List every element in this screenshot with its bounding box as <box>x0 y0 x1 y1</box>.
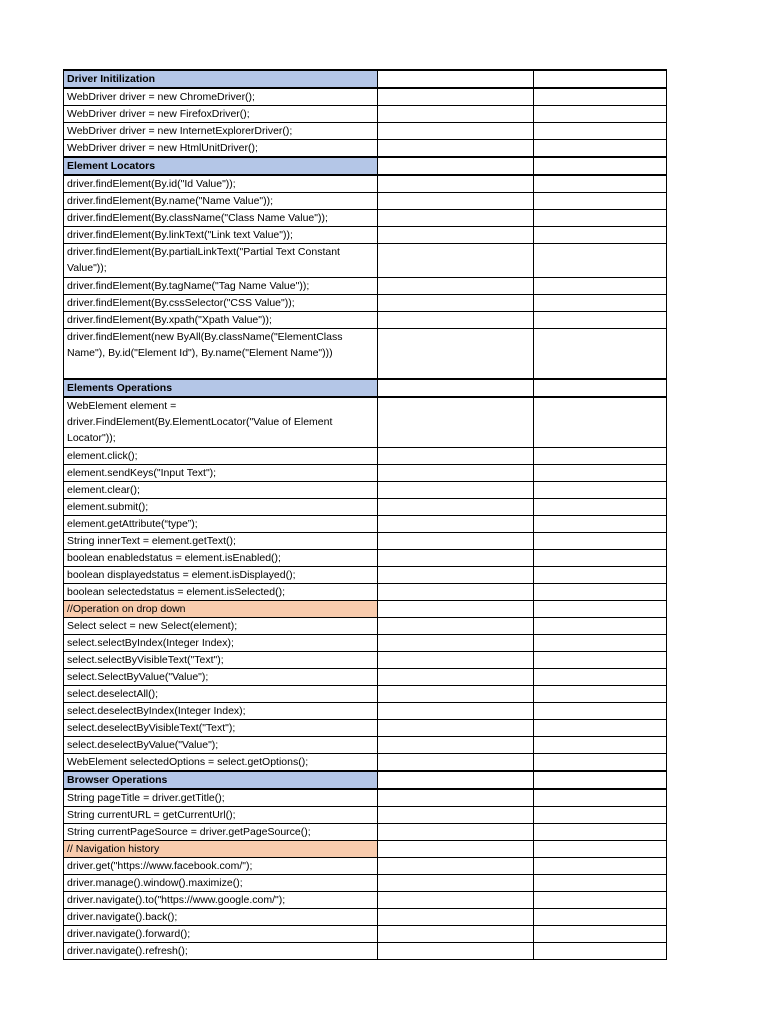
code-snippet-cell[interactable]: String innerText = element.getText(); <box>64 533 378 550</box>
empty-cell[interactable] <box>534 465 667 482</box>
table-row <box>64 824 667 841</box>
empty-cell[interactable] <box>534 858 667 875</box>
empty-cell[interactable] <box>378 533 534 550</box>
table-row <box>64 686 667 703</box>
table-row <box>64 652 667 669</box>
code-snippet-cell[interactable]: select.SelectByValue("Value"); <box>64 669 378 686</box>
empty-cell[interactable] <box>534 123 667 140</box>
table-row <box>64 278 667 295</box>
empty-cell[interactable] <box>378 686 534 703</box>
empty-cell[interactable] <box>378 567 534 584</box>
empty-cell[interactable] <box>378 329 534 380</box>
empty-cell[interactable] <box>534 875 667 892</box>
empty-cell[interactable] <box>534 720 667 737</box>
empty-cell[interactable] <box>378 550 534 567</box>
empty-cell[interactable] <box>378 499 534 516</box>
code-snippet-cell[interactable]: driver.navigate().refresh(); <box>64 943 378 960</box>
table-row <box>64 244 667 278</box>
section-header-row <box>64 771 667 789</box>
empty-cell[interactable] <box>378 737 534 754</box>
empty-cell[interactable] <box>534 499 667 516</box>
empty-cell[interactable] <box>378 516 534 533</box>
section-title-cell[interactable]: //Operation on drop down <box>64 601 378 618</box>
table-row <box>64 789 667 807</box>
empty-cell[interactable] <box>534 789 667 807</box>
empty-cell[interactable] <box>378 227 534 244</box>
code-snippet-cell[interactable]: element.getAttribute(“type”); <box>64 516 378 533</box>
code-snippet-cell[interactable]: element.click(); <box>64 448 378 465</box>
empty-cell[interactable] <box>534 210 667 227</box>
empty-cell[interactable] <box>378 875 534 892</box>
empty-cell[interactable] <box>378 397 534 448</box>
table-row <box>64 550 667 567</box>
empty-cell[interactable] <box>378 157 534 175</box>
empty-cell[interactable] <box>534 482 667 499</box>
empty-cell[interactable] <box>534 754 667 772</box>
empty-cell[interactable] <box>534 448 667 465</box>
empty-cell[interactable] <box>378 295 534 312</box>
code-snippet-cell[interactable]: driver.findElement(By.partialLinkText("Partial Text Constant Value")); <box>64 244 378 278</box>
empty-cell[interactable] <box>534 669 667 686</box>
table-row <box>64 635 667 652</box>
section-title-cell[interactable]: Element Locators <box>64 157 378 175</box>
code-snippet-cell[interactable]: driver.findElement(new ByAll(By.className("ElementClass Name"), By.id("Element Id"), By.name("Element Name"))) <box>64 329 378 380</box>
code-snippet-cell[interactable]: Select select = new Select(element); <box>64 618 378 635</box>
table-row <box>64 499 667 516</box>
table-row <box>64 567 667 584</box>
section-header-row <box>64 379 667 397</box>
code-snippet-cell[interactable]: driver.findElement(By.id("Id Value")); <box>64 175 378 193</box>
empty-cell[interactable] <box>534 584 667 601</box>
empty-cell[interactable] <box>534 295 667 312</box>
table-row <box>64 210 667 227</box>
table-row <box>64 448 667 465</box>
empty-cell[interactable] <box>534 737 667 754</box>
empty-cell[interactable] <box>534 892 667 909</box>
empty-cell[interactable] <box>378 909 534 926</box>
empty-cell[interactable] <box>378 771 534 789</box>
empty-cell[interactable] <box>378 193 534 210</box>
table-row <box>64 720 667 737</box>
table-row <box>64 312 667 329</box>
table-row <box>64 737 667 754</box>
empty-cell[interactable] <box>378 635 534 652</box>
table-row <box>64 807 667 824</box>
code-snippet-cell[interactable]: driver.navigate().back(); <box>64 909 378 926</box>
section-title-cell[interactable]: // Navigation history <box>64 841 378 858</box>
empty-cell[interactable] <box>534 106 667 123</box>
empty-cell[interactable] <box>534 244 667 278</box>
empty-cell[interactable] <box>378 210 534 227</box>
code-snippet-cell[interactable]: select.selectByIndex(Integer Index); <box>64 635 378 652</box>
code-snippet-cell[interactable]: driver.get("https://www.facebook.com/"); <box>64 858 378 875</box>
empty-cell[interactable] <box>378 807 534 824</box>
code-snippet-cell[interactable]: driver.navigate().forward(); <box>64 926 378 943</box>
table-row <box>64 227 667 244</box>
empty-cell[interactable] <box>378 482 534 499</box>
code-snippet-cell[interactable]: select.deselectByValue("Value"); <box>64 737 378 754</box>
section-header-row <box>64 157 667 175</box>
empty-cell[interactable] <box>378 669 534 686</box>
code-snippet-cell[interactable]: select.deselectAll(); <box>64 686 378 703</box>
empty-cell[interactable] <box>378 448 534 465</box>
table-row <box>64 926 667 943</box>
code-snippet-cell[interactable]: driver.findElement(By.xpath("Xpath Value")); <box>64 312 378 329</box>
empty-cell[interactable] <box>534 379 667 397</box>
empty-cell[interactable] <box>534 278 667 295</box>
table-row <box>64 669 667 686</box>
empty-cell[interactable] <box>378 379 534 397</box>
empty-cell[interactable] <box>378 175 534 193</box>
table-row <box>64 465 667 482</box>
code-snippet-cell[interactable]: driver.findElement(By.tagName("Tag Name Value")); <box>64 278 378 295</box>
table-row <box>64 397 667 448</box>
empty-cell[interactable] <box>378 278 534 295</box>
empty-cell[interactable] <box>534 686 667 703</box>
code-snippet-cell[interactable]: WebDriver driver = new HtmlUnitDriver(); <box>64 140 378 158</box>
empty-cell[interactable] <box>378 824 534 841</box>
empty-cell[interactable] <box>534 909 667 926</box>
empty-cell[interactable] <box>534 329 667 380</box>
empty-cell[interactable] <box>534 807 667 824</box>
empty-cell[interactable] <box>378 618 534 635</box>
empty-cell[interactable] <box>534 157 667 175</box>
code-snippet-cell[interactable]: String currentPageSource = driver.getPageSource(); <box>64 824 378 841</box>
empty-cell[interactable] <box>534 618 667 635</box>
table-row <box>64 533 667 550</box>
empty-cell[interactable] <box>378 244 534 278</box>
empty-cell[interactable] <box>378 70 534 88</box>
code-snippet-cell[interactable]: String currentURL = getCurrentUrl(); <box>64 807 378 824</box>
code-snippet-cell[interactable]: element.sendKeys("Input Text"); <box>64 465 378 482</box>
code-snippet-cell[interactable]: driver.findElement(By.linkText("Link text Value")); <box>64 227 378 244</box>
code-snippet-cell[interactable]: select.deselectByIndex(Integer Index); <box>64 703 378 720</box>
empty-cell[interactable] <box>378 943 534 960</box>
section-header-row <box>64 70 667 88</box>
section-title-cell[interactable]: Browser Operations <box>64 771 378 789</box>
empty-cell[interactable] <box>534 943 667 960</box>
table-row <box>64 106 667 123</box>
table-row <box>64 584 667 601</box>
table-row <box>64 140 667 158</box>
code-snippet-cell[interactable]: element.clear(); <box>64 482 378 499</box>
empty-cell[interactable] <box>534 70 667 88</box>
empty-cell[interactable] <box>534 601 667 618</box>
table-row <box>64 193 667 210</box>
empty-cell[interactable] <box>378 140 534 158</box>
table-row <box>64 892 667 909</box>
empty-cell[interactable] <box>534 140 667 158</box>
empty-cell[interactable] <box>534 771 667 789</box>
empty-cell[interactable] <box>534 175 667 193</box>
empty-cell[interactable] <box>534 926 667 943</box>
empty-cell[interactable] <box>534 703 667 720</box>
empty-cell[interactable] <box>534 397 667 448</box>
table-row <box>64 329 667 380</box>
empty-cell[interactable] <box>534 516 667 533</box>
empty-cell[interactable] <box>378 88 534 106</box>
empty-cell[interactable] <box>534 652 667 669</box>
code-snippet-cell[interactable]: boolean selectedstatus = element.isSelected(); <box>64 584 378 601</box>
code-snippet-cell[interactable]: driver.findElement(By.cssSelector("CSS Value")); <box>64 295 378 312</box>
table-row <box>64 123 667 140</box>
table-row <box>64 88 667 106</box>
empty-cell[interactable] <box>378 584 534 601</box>
empty-cell[interactable] <box>378 858 534 875</box>
table-row <box>64 909 667 926</box>
empty-cell[interactable] <box>534 635 667 652</box>
table-row <box>64 875 667 892</box>
code-snippet-cell[interactable]: WebDriver driver = new InternetExplorerDriver(); <box>64 123 378 140</box>
table-row <box>64 175 667 193</box>
code-snippet-cell[interactable]: WebDriver driver = new ChromeDriver(); <box>64 88 378 106</box>
selenium-cheatsheet-table <box>63 69 667 960</box>
table-body <box>64 70 667 960</box>
code-snippet-cell[interactable]: boolean displayedstatus = element.isDisplayed(); <box>64 567 378 584</box>
empty-cell[interactable] <box>534 567 667 584</box>
code-snippet-cell[interactable]: driver.navigate().to("https://www.google.com/"); <box>64 892 378 909</box>
empty-cell[interactable] <box>378 601 534 618</box>
code-snippet-cell[interactable]: WebElement element = driver.FindElement(By.ElementLocator("Value of Element Locator")); <box>64 397 378 448</box>
empty-cell[interactable] <box>378 106 534 123</box>
code-snippet-cell[interactable]: WebElement selectedOptions = select.getOptions(); <box>64 754 378 772</box>
table-row <box>64 754 667 772</box>
empty-cell[interactable] <box>378 892 534 909</box>
table-row <box>64 295 667 312</box>
empty-cell[interactable] <box>534 841 667 858</box>
empty-cell[interactable] <box>534 312 667 329</box>
code-snippet-cell[interactable]: WebDriver driver = new FirefoxDriver(); <box>64 106 378 123</box>
table-row <box>64 618 667 635</box>
code-snippet-cell[interactable]: String pageTitle = driver.getTitle(); <box>64 789 378 807</box>
code-snippet-cell[interactable]: driver.manage().window().maximize(); <box>64 875 378 892</box>
table-row <box>64 943 667 960</box>
table-row <box>64 482 667 499</box>
code-snippet-cell[interactable]: element.submit(); <box>64 499 378 516</box>
empty-cell[interactable] <box>534 227 667 244</box>
empty-cell[interactable] <box>378 703 534 720</box>
table-row <box>64 703 667 720</box>
empty-cell[interactable] <box>534 88 667 106</box>
empty-cell[interactable] <box>534 533 667 550</box>
empty-cell[interactable] <box>534 550 667 567</box>
empty-cell[interactable] <box>378 720 534 737</box>
code-snippet-cell[interactable]: select.selectByVisibleText("Text"); <box>64 652 378 669</box>
code-snippet-cell[interactable]: driver.findElement(By.name("Name Value")); <box>64 193 378 210</box>
code-snippet-cell[interactable]: boolean enabledstatus = element.isEnabled(); <box>64 550 378 567</box>
empty-cell[interactable] <box>378 123 534 140</box>
section-header-row <box>64 841 667 858</box>
empty-cell[interactable] <box>378 926 534 943</box>
empty-cell[interactable] <box>378 312 534 329</box>
section-title-cell[interactable]: Elements Operations <box>64 379 378 397</box>
empty-cell[interactable] <box>534 824 667 841</box>
section-header-row <box>64 601 667 618</box>
empty-cell[interactable] <box>378 465 534 482</box>
empty-cell[interactable] <box>378 754 534 772</box>
section-title-cell[interactable]: Driver Initilization <box>64 70 378 88</box>
empty-cell[interactable] <box>534 193 667 210</box>
code-snippet-cell[interactable]: select.deselectByVisibleText("Text"); <box>64 720 378 737</box>
empty-cell[interactable] <box>378 789 534 807</box>
table-row <box>64 858 667 875</box>
empty-cell[interactable] <box>378 652 534 669</box>
empty-cell[interactable] <box>378 841 534 858</box>
table-row <box>64 516 667 533</box>
code-snippet-cell[interactable]: driver.findElement(By.className("Class Name Value")); <box>64 210 378 227</box>
